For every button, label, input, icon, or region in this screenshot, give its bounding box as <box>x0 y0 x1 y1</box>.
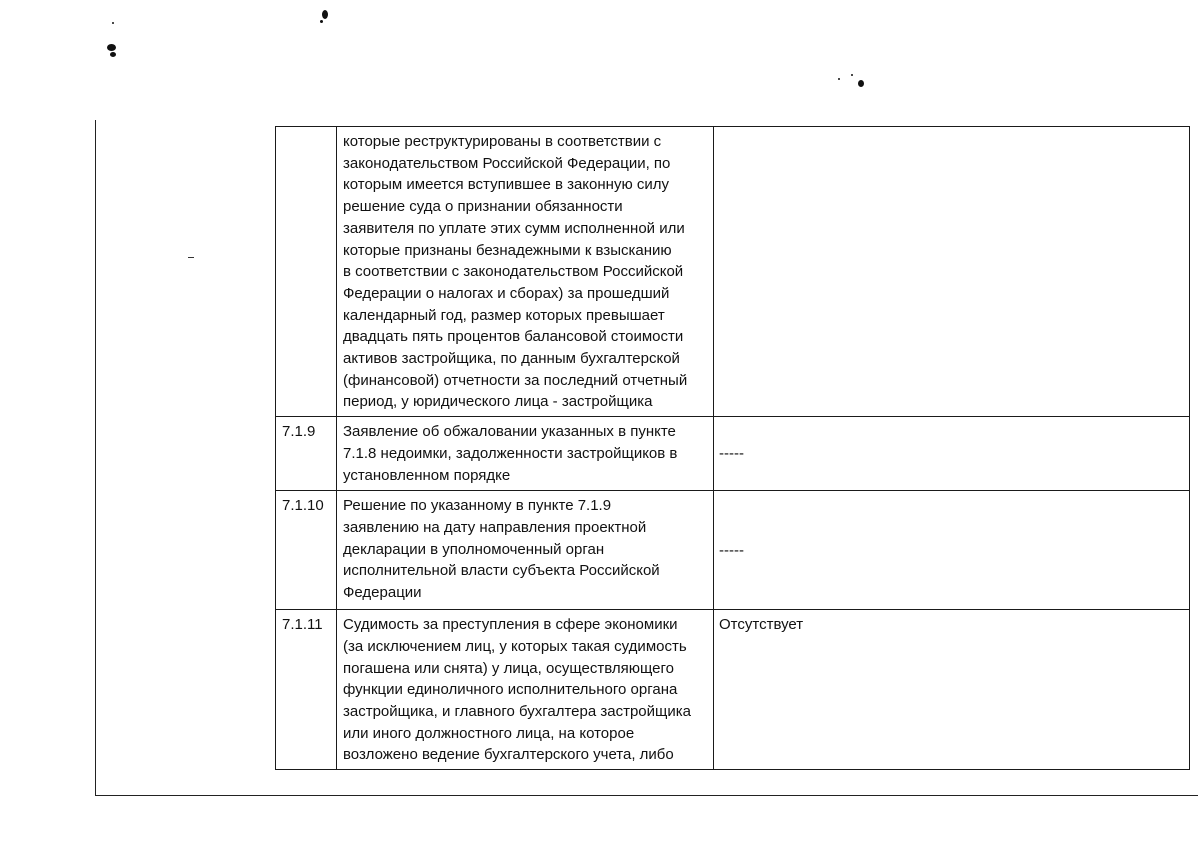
item-value-cell: ----- <box>714 417 1190 491</box>
table-row <box>276 127 1190 417</box>
item-number-cell: 7.1.9 <box>276 417 337 491</box>
scan-speck <box>107 44 116 51</box>
scan-speck <box>322 10 328 19</box>
item-description-cell: Решение по указанному в пункте 7.1.9 заявлению на дату направления проектной декларации в уполномоченный орган исполнительной власти субъекта Российской Федерации <box>337 491 714 610</box>
item-number-cell: 7.1.11 <box>276 610 337 770</box>
scan-speck <box>112 22 114 24</box>
scan-speck <box>110 52 116 57</box>
item-description-cell: Судимость за преступления в сфере экономики (за исключением лиц, у которых такая судимость погашена или снята) у лица, осуществляющего функции единоличного исполнительного органа застройщика, и главного бухгалтера застройщика или иного должностного лица, на которое возложено ведение бухгалтерского учета, либо <box>337 610 714 770</box>
declaration-table <box>275 126 1190 770</box>
item-value-cell <box>714 127 1190 417</box>
item-number-cell <box>276 127 337 417</box>
item-description-cell: Заявление об обжаловании указанных в пункте 7.1.8 недоимки, задолженности застройщиков в установленном порядке <box>337 417 714 491</box>
scan-speck <box>838 78 840 80</box>
page-frame-bottom-line <box>95 795 1198 796</box>
page-frame-left-line <box>95 120 96 796</box>
table-row <box>276 417 1190 491</box>
item-value-cell: ----- <box>714 491 1190 610</box>
item-number-cell: 7.1.10 <box>276 491 337 610</box>
scan-speck <box>851 74 853 76</box>
table-row <box>276 491 1190 610</box>
item-value-cell: Отсутствует <box>714 610 1190 770</box>
table-row <box>276 610 1190 770</box>
scan-speck <box>320 20 323 23</box>
scan-dash-mark <box>188 257 194 258</box>
item-description-cell: которые реструктурированы в соответствии с законодательством Российской Федерации, по которым имеется вступившее в законную силу решение суда о признании обязанности заявителя по уплате этих сумм исполненной или которые признаны безнадежными к взысканию в соответствии с законодательством Российской Федерации о налогах и сборах) за прошедший календарный год, размер которых превышает двадцать пять процентов балансовой стоимости активов застройщика, по данным бухгалтерской (финансовой) отчетности за последний отчетный период, у юридического лица - застройщика <box>337 127 714 417</box>
scan-speck <box>858 80 864 87</box>
